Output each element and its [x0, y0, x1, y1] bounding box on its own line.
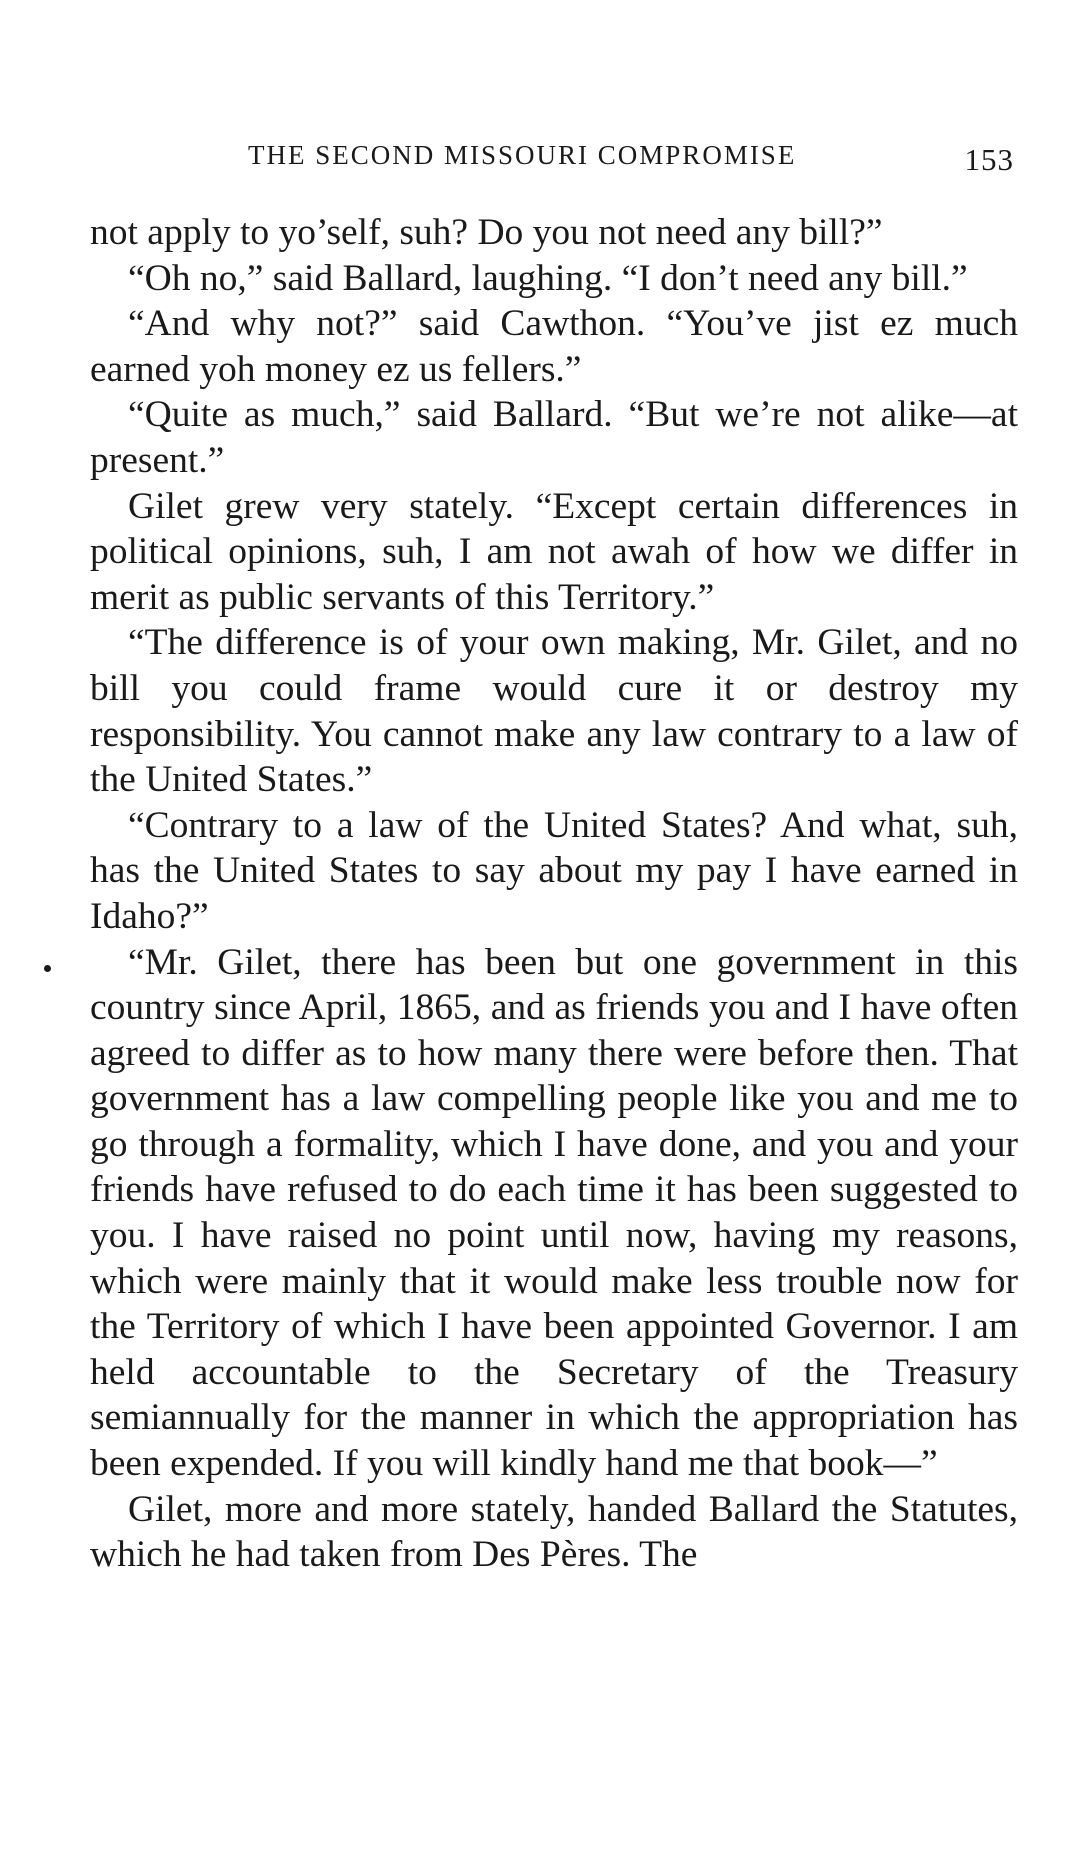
paragraph: “And why not?” said Cawthon. “You’ve jist ez much earned yoh money ez us fellers.”: [90, 303, 1018, 390]
page-number: 153: [964, 142, 1014, 177]
paragraph: “Oh no,” said Ballard, laughing. “I don’t need any bill.”: [128, 257, 968, 299]
paragraph: not apply to yo’self, suh? Do you not need any bill?”: [90, 212, 883, 253]
paragraph: Gilet, more and more stately, handed Ballard the Statutes, which he had taken from Des Pères. The: [90, 1488, 1018, 1576]
margin-dot-mark: [44, 965, 51, 972]
paragraph: “Contrary to a law of the United States? And what, suh, has the United States to say about my pay I have earned in Idaho?”: [90, 804, 1018, 937]
body-text: [90, 210, 1018, 1578]
running-head-title: THE SECOND MISSOURI COMPROMISE: [248, 140, 797, 170]
paragraph: Gilet grew very stately. “Except certain differences in political opinions, suh, I am not awah of how we differ in merit as public servants of this Territory.”: [90, 485, 1018, 618]
paragraph: “Mr. Gilet, there has been but one government in this country since April, 1865, and as friends you and I have often agreed to differ as to how many there were before then. That government has a law compelling people like you and me to go through a formality, which I have done, and you and your friends have refused to do each time it has been suggested to you. I have raised no point until now, having my reasons, which were mainly that it would make less trouble now for the Territory of which I have been appointed Governor. I am held accountable to the Secretary of the Treasury semiannually for the manner in which the appropriation has been expended. If you will kindly hand me that book—”: [90, 941, 1018, 1485]
paragraph: “Quite as much,” said Ballard. “But we’re not alike—at present.”: [90, 394, 1018, 481]
paragraph: “The difference is of your own making, Mr. Gilet, and no bill you could frame would cure it or destroy my responsibility. You cannot make any law contrary to a law of the United States.”: [90, 622, 1018, 801]
